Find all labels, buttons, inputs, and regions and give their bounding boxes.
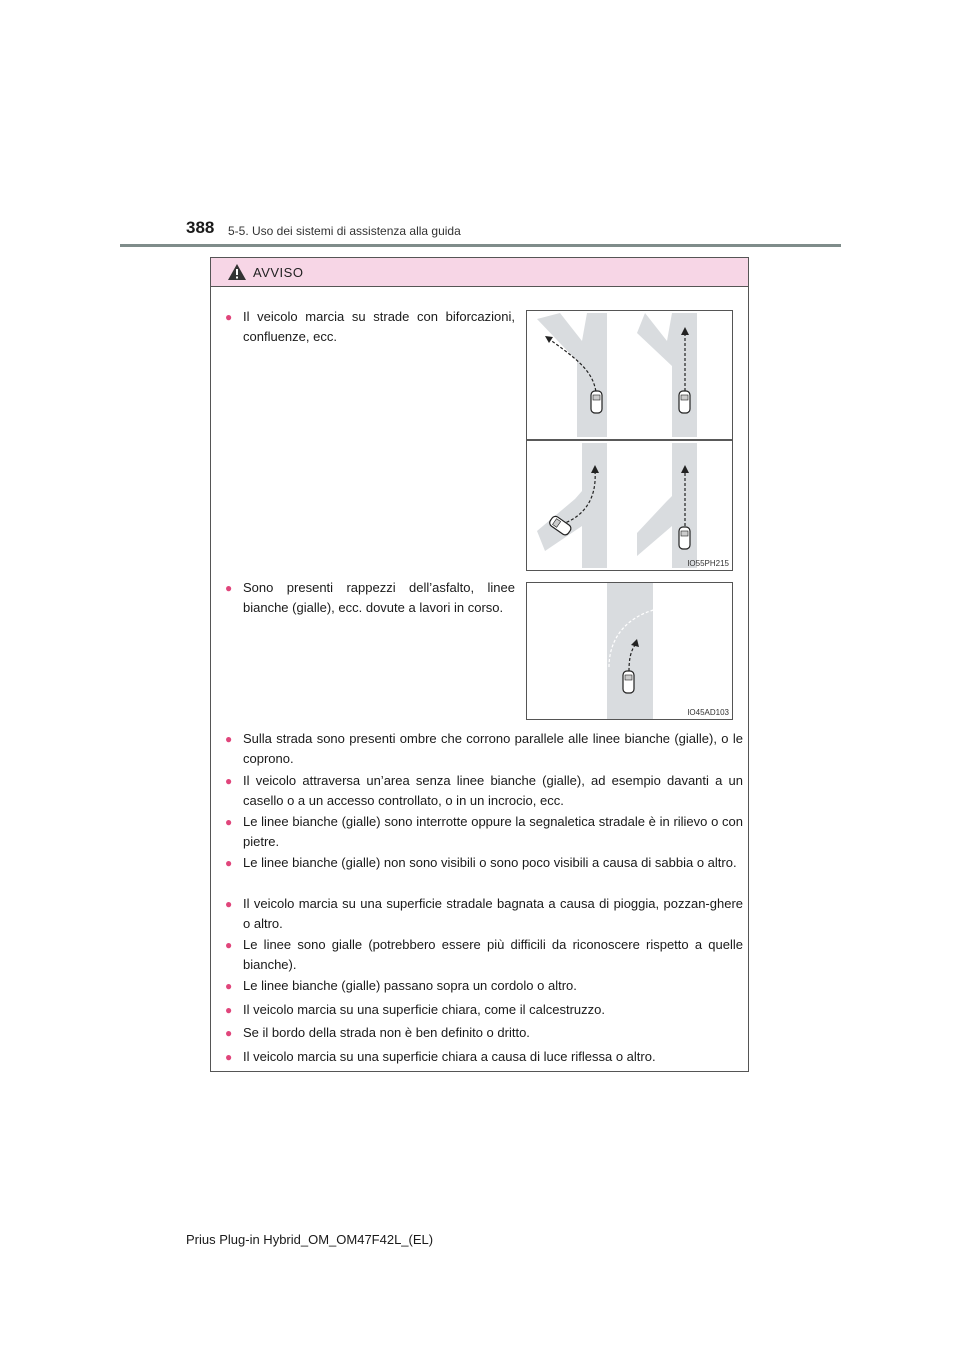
warning-item: ● Le linee bianche (gialle) sono interrotte oppure la segnaletica stradale è in rilievo o con pietre.: [225, 812, 743, 852]
section-title: 5-5. Uso dei sistemi di assistenza alla guida: [228, 224, 461, 238]
figure-code: IO45AD103: [687, 708, 729, 717]
warning-item: ● Il veicolo marcia su una superficie stradale bagnata a causa di pioggia, pozzan-ghere o altro.: [225, 894, 743, 934]
warning-item: ● Sono presenti rappezzi dell’asfalto, linee bianche (gialle), ecc. dovute a lavori in corso.: [225, 578, 515, 618]
asphalt-patch-illustration: [527, 583, 732, 719]
warning-item: ● Il veicolo marcia su strade con biforcazioni, confluenze, ecc.: [225, 307, 515, 347]
warning-item: ● Le linee bianche (gialle) passano sopra un cordolo o altro.: [225, 976, 743, 996]
header-rule: [120, 244, 841, 247]
figure-road-forks: [526, 310, 733, 571]
footer-doc-id: Prius Plug-in Hybrid_OM_OM47F42L_(EL): [186, 1232, 434, 1247]
warning-item: ● Il veicolo attraversa un’area senza linee bianche (gialle), ad esempio davanti a un casello o a un accesso controllato, o in un incrocio, ecc.: [225, 771, 743, 811]
figure-code: IO55PH215: [687, 559, 729, 568]
warning-item: ● Sulla strada sono presenti ombre che corrono parallele alle linee bianche (gialle), o le coprono.: [225, 729, 743, 769]
page-number: 388: [186, 218, 215, 237]
road-forks-illustration: [527, 311, 732, 570]
warning-header: [211, 258, 748, 287]
figure-asphalt-patches: [526, 582, 733, 720]
warning-item: ● Se il bordo della strada non è ben definito o dritto.: [225, 1023, 743, 1043]
warning-item: ● Il veicolo marcia su una superficie chiara, come il calcestruzzo.: [225, 1000, 743, 1020]
warning-title: AVVISO: [253, 265, 304, 280]
warning-item: ● Il veicolo marcia su una superficie chiara a causa di luce riflessa o altro.: [225, 1047, 743, 1067]
warning-box: [210, 257, 749, 1072]
warning-item: ● Le linee bianche (gialle) non sono visibili o sono poco visibili a causa di sabbia o altro.: [225, 853, 743, 873]
warning-item: ● Le linee sono gialle (potrebbero essere più difficili da riconoscere rispetto a quelle bianche).: [225, 935, 743, 975]
warning-triangle-icon: [227, 263, 247, 281]
